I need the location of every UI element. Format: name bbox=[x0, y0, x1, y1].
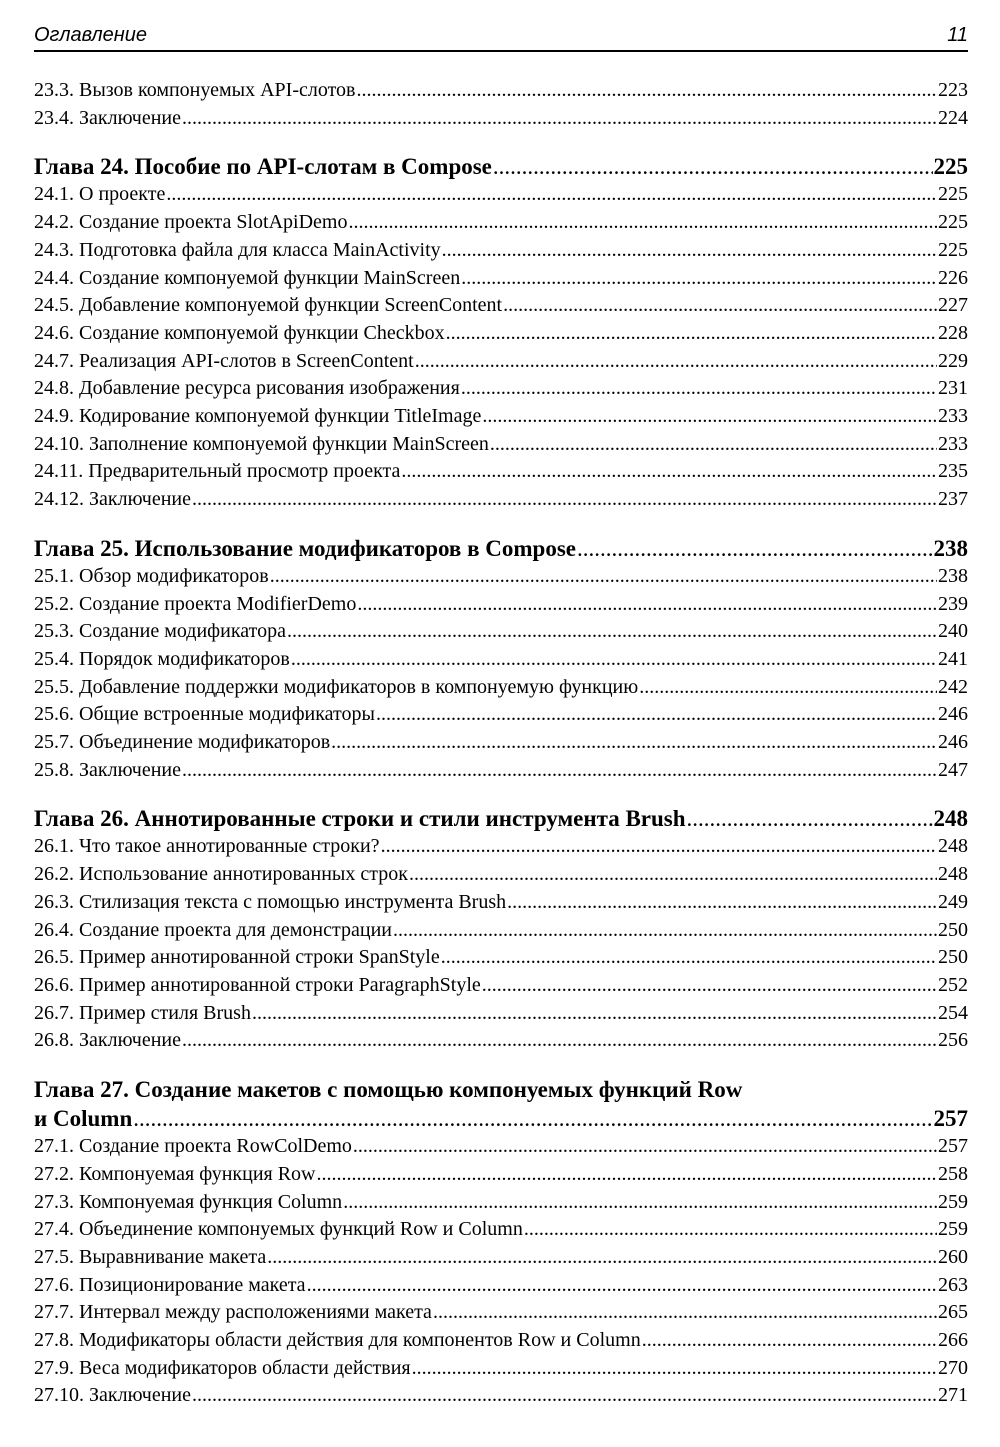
toc-entry-label: 24.1. О проекте bbox=[34, 183, 166, 206]
toc-entry-label: 24.8. Добавление ресурса рисования изображения bbox=[34, 377, 460, 400]
toc-entry-label: 27.8. Модификаторы области действия для компонентов Row и Column bbox=[34, 1329, 641, 1352]
chapter-heading-page: 225 bbox=[933, 154, 968, 180]
toc-entry-label: 26.3. Стилизация текста с помощью инструмента Brush bbox=[34, 890, 507, 913]
running-header-title: Оглавление bbox=[34, 24, 148, 46]
toc-entry-label: 25.1. Обзор модификаторов bbox=[34, 564, 269, 587]
toc-entry-page: 227 bbox=[938, 294, 968, 317]
toc-entry-label: 27.9. Веса модификаторов области действия bbox=[34, 1356, 411, 1379]
toc-entry-label: 26.6. Пример аннотированной строки ParagraphStyle bbox=[34, 973, 481, 996]
toc-entry-label: 24.4. Создание компонуемой функции MainScreen bbox=[34, 266, 461, 289]
toc-entry bbox=[34, 265, 968, 293]
toc-entry-label: 27.2. Компонуемая функция Row bbox=[34, 1162, 316, 1185]
toc-entry-label: 23.4. Заключение bbox=[34, 106, 181, 129]
toc-entry-page: 224 bbox=[938, 106, 968, 129]
toc-entry bbox=[34, 833, 968, 861]
toc-entry-label: 23.3. Вызов компонуемых API-слотов bbox=[34, 79, 356, 101]
toc-entry bbox=[34, 181, 968, 209]
toc-entry bbox=[34, 1355, 968, 1383]
toc-entry bbox=[34, 563, 968, 591]
toc-entry bbox=[34, 701, 968, 729]
toc-entry-page: 248 bbox=[938, 863, 968, 886]
dot-leader bbox=[182, 105, 937, 133]
toc-entry-page: 225 bbox=[938, 238, 968, 261]
toc-entry-label: 25.8. Заключение bbox=[34, 758, 181, 781]
toc-entry-label: 27.1. Создание проекта RowColDemo bbox=[34, 1135, 352, 1158]
toc-entry-page: 241 bbox=[938, 647, 968, 670]
toc-entry-page: 237 bbox=[938, 488, 968, 511]
dot-leader bbox=[252, 1000, 937, 1028]
toc-entry-page: 225 bbox=[938, 183, 968, 206]
toc-entry bbox=[34, 486, 968, 514]
toc-entry bbox=[34, 1216, 968, 1244]
toc-entry-page: 231 bbox=[938, 377, 968, 400]
toc-entry-page: 229 bbox=[938, 349, 968, 372]
toc-entry-label: 27.3. Компонуемая функция Column bbox=[34, 1190, 343, 1213]
running-header bbox=[34, 22, 968, 52]
dot-leader bbox=[357, 591, 937, 619]
chapter-heading-page: 248 bbox=[933, 806, 968, 832]
toc-entry-page: 225 bbox=[938, 211, 968, 234]
chapter-heading bbox=[34, 534, 968, 563]
dot-leader bbox=[433, 1299, 937, 1327]
dot-leader bbox=[393, 917, 937, 945]
toc-entry bbox=[34, 1272, 968, 1300]
dot-leader bbox=[331, 729, 937, 757]
toc-entry bbox=[34, 1161, 968, 1189]
toc-entry-label: 25.2. Создание проекта ModifierDemo bbox=[34, 592, 357, 615]
toc-entry-page: 239 bbox=[938, 592, 968, 615]
dot-leader bbox=[192, 486, 937, 514]
toc-entry-page: 233 bbox=[938, 432, 968, 455]
toc-entry bbox=[34, 591, 968, 619]
dot-leader bbox=[270, 563, 937, 591]
toc-entry bbox=[34, 105, 968, 133]
dot-leader bbox=[182, 1027, 937, 1055]
toc-entry bbox=[34, 646, 968, 674]
toc-entry-label: 27.5. Выравнивание макета bbox=[34, 1245, 267, 1268]
toc-entry-label: 25.3. Создание модификатора bbox=[34, 620, 286, 643]
toc-entry bbox=[34, 458, 968, 486]
toc-entry-page: 223 bbox=[938, 79, 968, 101]
toc-entry bbox=[34, 292, 968, 320]
chapter-heading-page: 238 bbox=[933, 535, 968, 561]
dot-leader bbox=[642, 1327, 937, 1355]
toc-entry bbox=[34, 757, 968, 785]
toc-entry bbox=[34, 1299, 968, 1327]
dot-leader bbox=[317, 1161, 937, 1189]
toc-entry-label: 26.4. Создание проекта для демонстрации bbox=[34, 918, 392, 941]
dot-leader bbox=[133, 1104, 932, 1133]
toc-entry-page: 271 bbox=[938, 1384, 968, 1407]
toc-entry-label: 24.9. Кодирование компонуемой функции TitleImage bbox=[34, 405, 482, 428]
toc-entry-label: 24.7. Реализация API-слотов в ScreenContent bbox=[34, 349, 414, 372]
toc-entry-page: 248 bbox=[938, 835, 968, 858]
chapter-heading-label: и Column bbox=[34, 1106, 133, 1132]
toc-entry-page: 257 bbox=[938, 1135, 968, 1158]
dot-leader bbox=[441, 944, 937, 972]
toc-entry-label: 25.6. Общие встроенные модификаторы bbox=[34, 703, 375, 726]
dot-leader bbox=[348, 209, 937, 237]
toc-entry-page: 250 bbox=[938, 946, 968, 969]
dot-leader bbox=[409, 861, 937, 889]
toc-entry-page: 228 bbox=[938, 321, 968, 344]
dot-leader bbox=[412, 1355, 937, 1383]
toc-entry bbox=[34, 729, 968, 757]
toc-entry-label: 27.10. Заключение bbox=[34, 1384, 191, 1407]
chapter-heading-label: Глава 24. Пособие по API-слотам в Compose bbox=[34, 154, 492, 180]
toc-entry-label: 24.2. Создание проекта SlotApiDemo bbox=[34, 211, 348, 234]
toc-entry-page: 246 bbox=[938, 731, 968, 754]
dot-leader bbox=[577, 534, 933, 563]
toc-entry bbox=[34, 403, 968, 431]
chapter-heading bbox=[34, 804, 968, 833]
toc-entry-page: 250 bbox=[938, 918, 968, 941]
toc-entry-page: 242 bbox=[938, 675, 968, 698]
dot-leader bbox=[287, 618, 937, 646]
toc-entry-page: 265 bbox=[938, 1301, 968, 1324]
toc-entry-page: 249 bbox=[938, 890, 968, 913]
dot-leader bbox=[353, 1133, 937, 1161]
toc-entry-label: 26.1. Что такое аннотированные строки? bbox=[34, 835, 380, 858]
toc-entry-page: 238 bbox=[938, 564, 968, 587]
dot-leader bbox=[507, 889, 937, 917]
dot-leader bbox=[446, 320, 937, 348]
toc-entry-page: 259 bbox=[938, 1190, 968, 1213]
toc-entry bbox=[34, 618, 968, 646]
toc-entry-page: 254 bbox=[938, 1001, 968, 1024]
toc-entry-page: 247 bbox=[938, 758, 968, 781]
toc-entry-label: 25.7. Объединение модификаторов bbox=[34, 731, 331, 754]
toc-entry-label: 26.7. Пример стиля Brush bbox=[34, 1001, 251, 1024]
page-number: 11 bbox=[947, 24, 968, 46]
toc-entry-page: 259 bbox=[938, 1218, 968, 1241]
toc-entry-label: 24.12. Заключение bbox=[34, 488, 191, 511]
toc-entry-page: 226 bbox=[938, 266, 968, 289]
chapter-heading bbox=[34, 152, 968, 181]
dot-leader bbox=[482, 972, 937, 1000]
toc-entry-label: 24.10. Заполнение компонуемой функции MainScreen bbox=[34, 432, 489, 455]
toc-entry bbox=[34, 889, 968, 917]
toc-entry-page: 258 bbox=[938, 1162, 968, 1185]
toc-entry bbox=[34, 861, 968, 889]
table-of-contents bbox=[34, 77, 968, 1410]
toc-entry bbox=[34, 209, 968, 237]
toc-entry bbox=[34, 1244, 968, 1272]
toc-entry bbox=[34, 1000, 968, 1028]
dot-leader bbox=[343, 1189, 937, 1217]
toc-entry bbox=[34, 1382, 968, 1410]
dot-leader bbox=[461, 265, 937, 293]
dot-leader bbox=[192, 1382, 937, 1410]
toc-entry-label: 26.2. Использование аннотированных строк bbox=[34, 863, 408, 886]
toc-entry-label: 24.3. Подготовка файла для класса MainActivity bbox=[34, 238, 441, 261]
toc-entry-label: 24.5. Добавление компонуемой функции ScreenContent bbox=[34, 294, 503, 317]
dot-leader bbox=[415, 348, 937, 376]
dot-leader bbox=[482, 403, 937, 431]
dot-leader bbox=[687, 804, 933, 833]
dot-leader bbox=[267, 1244, 937, 1272]
toc-entry-page: 266 bbox=[938, 1329, 968, 1352]
toc-entry-label: 27.7. Интервал между расположениями макета bbox=[34, 1301, 432, 1324]
toc-entry bbox=[34, 917, 968, 945]
toc-entry-page: 263 bbox=[938, 1273, 968, 1296]
toc-entry bbox=[34, 1133, 968, 1161]
chapter-heading bbox=[34, 1104, 968, 1133]
toc-entry bbox=[34, 375, 968, 403]
chapter-heading-page: 257 bbox=[933, 1106, 968, 1132]
toc-entry bbox=[34, 77, 968, 105]
dot-leader bbox=[166, 181, 937, 209]
toc-entry bbox=[34, 1189, 968, 1217]
toc-entry bbox=[34, 348, 968, 376]
toc-entry-page: 246 bbox=[938, 703, 968, 726]
toc-entry bbox=[34, 674, 968, 702]
toc-entry-label: 25.5. Добавление поддержки модификаторов в компонуемую функцию bbox=[34, 675, 639, 698]
dot-leader bbox=[442, 237, 937, 265]
dot-leader bbox=[490, 431, 937, 459]
toc-entry-label: 25.4. Порядок модификаторов bbox=[34, 647, 290, 670]
dot-leader bbox=[376, 701, 937, 729]
dot-leader bbox=[503, 292, 937, 320]
toc-entry-page: 256 bbox=[938, 1029, 968, 1052]
toc-entry-page: 252 bbox=[938, 973, 968, 996]
toc-entry-page: 260 bbox=[938, 1245, 968, 1268]
dot-leader bbox=[401, 458, 937, 486]
dot-leader bbox=[493, 152, 933, 181]
dot-leader bbox=[639, 674, 937, 702]
toc-entry-label: 27.6. Позиционирование макета bbox=[34, 1273, 306, 1296]
dot-leader bbox=[524, 1216, 937, 1244]
chapter-heading-label: Глава 26. Аннотированные строки и стили инструмента Brush bbox=[34, 806, 686, 832]
toc-entry bbox=[34, 972, 968, 1000]
dot-leader bbox=[182, 757, 937, 785]
toc-entry-label: 24.6. Создание компонуемой функции Checkbox bbox=[34, 321, 445, 344]
chapter-heading-line1: Глава 27. Создание макетов с помощью компонуемых функций Row bbox=[34, 1077, 743, 1103]
toc-entry bbox=[34, 237, 968, 265]
dot-leader bbox=[307, 1272, 937, 1300]
toc-entry bbox=[34, 320, 968, 348]
toc-entry-page: 233 bbox=[938, 405, 968, 428]
toc-entry-page: 270 bbox=[938, 1356, 968, 1379]
toc-entry-label: 26.5. Пример аннотированной строки SpanStyle bbox=[34, 946, 440, 969]
toc-entry bbox=[34, 944, 968, 972]
toc-entry-label: 26.8. Заключение bbox=[34, 1029, 181, 1052]
toc-entry-label: 27.4. Объединение компонуемых функций Row и Column bbox=[34, 1218, 523, 1241]
dot-leader bbox=[461, 375, 937, 403]
dot-leader bbox=[357, 77, 938, 105]
toc-entry-page: 235 bbox=[938, 460, 968, 483]
dot-leader bbox=[291, 646, 937, 674]
toc-entry bbox=[34, 1027, 968, 1055]
toc-entry bbox=[34, 431, 968, 459]
dot-leader bbox=[381, 833, 937, 861]
toc-entry-label: 24.11. Предварительный просмотр проекта bbox=[34, 460, 401, 483]
toc-entry-page: 240 bbox=[938, 620, 968, 643]
toc-entry bbox=[34, 1327, 968, 1355]
chapter-heading-label: Глава 25. Использование модификаторов в Compose bbox=[34, 535, 576, 561]
